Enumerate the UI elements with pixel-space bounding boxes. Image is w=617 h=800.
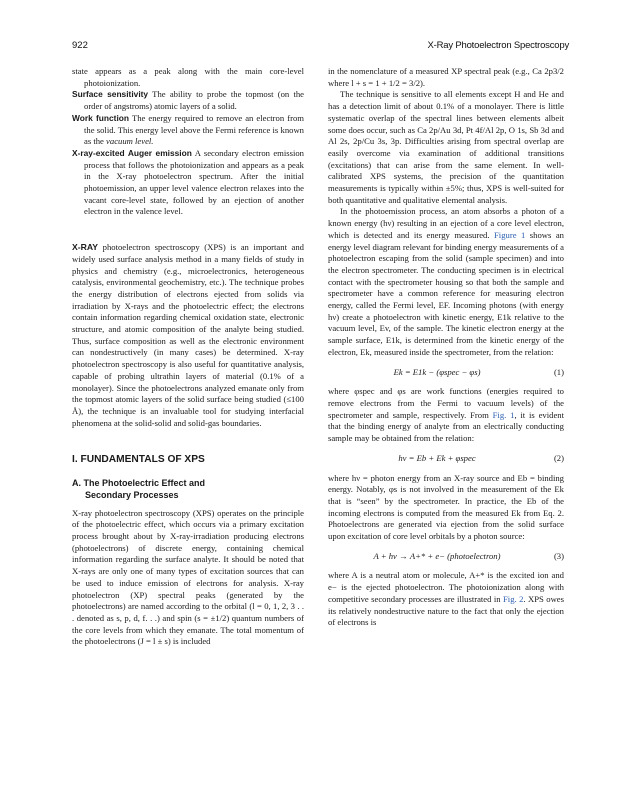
- glossary-work-function: Work function The energy required to remove an electron from the solid. This energy level above the Fermi reference is known as the vacuum level.: [72, 112, 304, 147]
- left-column: [72, 66, 304, 648]
- glossary-auger-emission: X-ray-excited Auger emission A secondary electron emission process that follows the photoionization and appears as a peak in the X-ray photoelectron spectrum. After the initial photoemission, an upper level valence electron relaxes into the vacant core-level state, followed by an ejection of another electron in the valence level.: [72, 147, 304, 217]
- glossary-continuation: state appears as a peak along with the main core-level photoionization.: [72, 66, 304, 88]
- body-paragraph: The technique is sensitive to all elements except H and He and has a detection limit of about 0.1% of a monolayer. There is little systematic overlap of the spectral lines between elements albeit some does occur, such as Ca 2p/Au 3d, Pt 4f/Al 2p, O 1s, Sb 3d and Al 2s, 2p/Cu 3s, 3p. Difficulties arising from spectral overlap are easily overcome via examination of additional transitions (excitations) that can arise from the same element. In well-calibrated XPS systems, the precision of the quantitation measurements is typically within ±5%; thus, XPS is well-suited for both quantitative and qualitative elemental analysis.: [328, 89, 564, 205]
- body-paragraph: X-ray photoelectron spectroscopy (XPS) operates on the principle of the photoelectric effect, which occurs via a primary excitation process brought about by X-ray-irradiation producing electrons (photoelectrons) of discrete energy, containing chemical information regarding the surface analyte. It should be noted that X-rays are only one of many types of excitation sources that can be used to induce emission of electrons for analysis. X-ray photoelectron (XP) spectral peaks (generated by the photoelectrons) are named according to the orbital (l = 0, 1, 2, 3 . . . denoted as s, p, d, f. . .) and spin (s = ±1/2) quantum numbers of the core levels from which they emanate. The total momentum of the photoelectrons (J = l ± s) is included: [72, 507, 304, 647]
- section-heading: I. FUNDAMENTALS OF XPS: [72, 454, 205, 466]
- body-paragraph: where hν = photon energy from an X-ray source and Eb = binding energy. Notably, φs is not involved in the measurement of the Ek that is “seen” by the spectrometer. In practice, the Eb of the incoming electrons is computed from the measured Ek from Eq. 2. Photoelectrons are generated via ejection from the solid surface upon excitation of core level orbitals by a photon source:: [328, 472, 564, 542]
- glossary-term: X-ray-excited Auger emission: [72, 147, 192, 158]
- equation-2: hν = Eb + Ek + φspec (2): [398, 452, 564, 463]
- right-column: [328, 66, 564, 629]
- figure-1-link[interactable]: Fig. 1: [492, 409, 515, 420]
- equation-number: (2): [553, 452, 564, 463]
- body-paragraph: where A is a neutral atom or molecule, A+* is the excited ion and e− is the ejected photoelectron. The photoionization along with competitive secondary processes are illustrated in Fig. 2. XPS owes its relatively nondestructive nature to the fact that only the ejection of electrons is: [328, 570, 564, 628]
- subsection-heading: A. The Photoelectric Effect and Secondary Processes: [72, 478, 206, 500]
- glossary-surface-sensitivity: Surface sensitivity The ability to probe the topmost (on the order of angstroms) atomic layers of a solid.: [72, 89, 304, 112]
- figure-1-link[interactable]: Figure 1: [494, 229, 526, 240]
- equation-1: Ek = E1k − (φspec − φs) (1): [393, 366, 564, 377]
- glossary-term: Surface sensitivity: [72, 89, 149, 100]
- page-number: 922: [72, 40, 88, 51]
- figure-2-link[interactable]: Fig. 2: [503, 593, 524, 604]
- glossary-term: Work function: [72, 112, 130, 123]
- equation-number: (3): [553, 550, 564, 561]
- running-title: X-Ray Photoelectron Spectroscopy: [427, 40, 569, 51]
- body-paragraph: In the photoemission process, an atom absorbs a photon of a known energy (hν) resulting in an ejection of a core level electron, which is detected and its energy measured. Figure 1 shows an energy level diagram relevant for binding energy measurements of a photoelectron escaping from the solid (sample specimen) and into the electron spectrometer. The conducting specimen is in electrical contact with the spectrometer housing so that both the sample and spectrometer have a common reference for measuring electron energy, called the Fermi level, EF. Incoming photons (with energy hν) create a photoelectron with kinetic energy, E1k relative to the vacuum level, Ev, of the sample. The kinetic electron energy at the sample surface, E1k, is determined from the kinetic energy of the electron, Ek, measured inside the spectrometer, from the relation:: [328, 206, 564, 357]
- equation-number: (1): [553, 366, 564, 377]
- equation-3: A + hν → A+* + e− (photoelectron) (3): [373, 550, 564, 561]
- intro-paragraph: X-RAY photoelectron spectroscopy (XPS) is an important and widely used surface analysis method in a many fields of study in physics and chemistry (e.g., microelectronics, heterogeneous catalysis, environmental geochemistry, etc.). The technique probes the energy distribution of electrons ejected from solids via irradiation by X-rays and the photoelectric effect; the electrons contain information regarding chemical oxidation state, electronic structure, and atomic composition of the analyte being studied. Thus, surface composition as well as the electronic environment can nondestructively (in many cases) be determined. X-ray photoelectron spectroscopy is also useful for quantitative analysis, capable of probing ultrathin layers of material (0.1% of a monolayer). Since the photoelectrons analyzed emanate only from the topmost atomic layers of the solid surface being studied (≤100 Å), the technique is an invaluable tool for studying interfacial phenomena at the solid-solid and solid-gas boundaries.: [72, 242, 304, 428]
- body-paragraph: in the nomenclature of a measured XP spectral peak (e.g., Ca 2p3/2 where l + s = 1 + 1/2 = 3/2).: [328, 66, 564, 88]
- body-paragraph: where φspec and φs are work functions (energies required to remove electrons from the Fermi to vacuum levels) of the spectrometer and sample, respectively. From Fig. 1, it is evident that the binding energy of analyte from an electrically conducting sample may be obtained from the relation:: [328, 386, 564, 444]
